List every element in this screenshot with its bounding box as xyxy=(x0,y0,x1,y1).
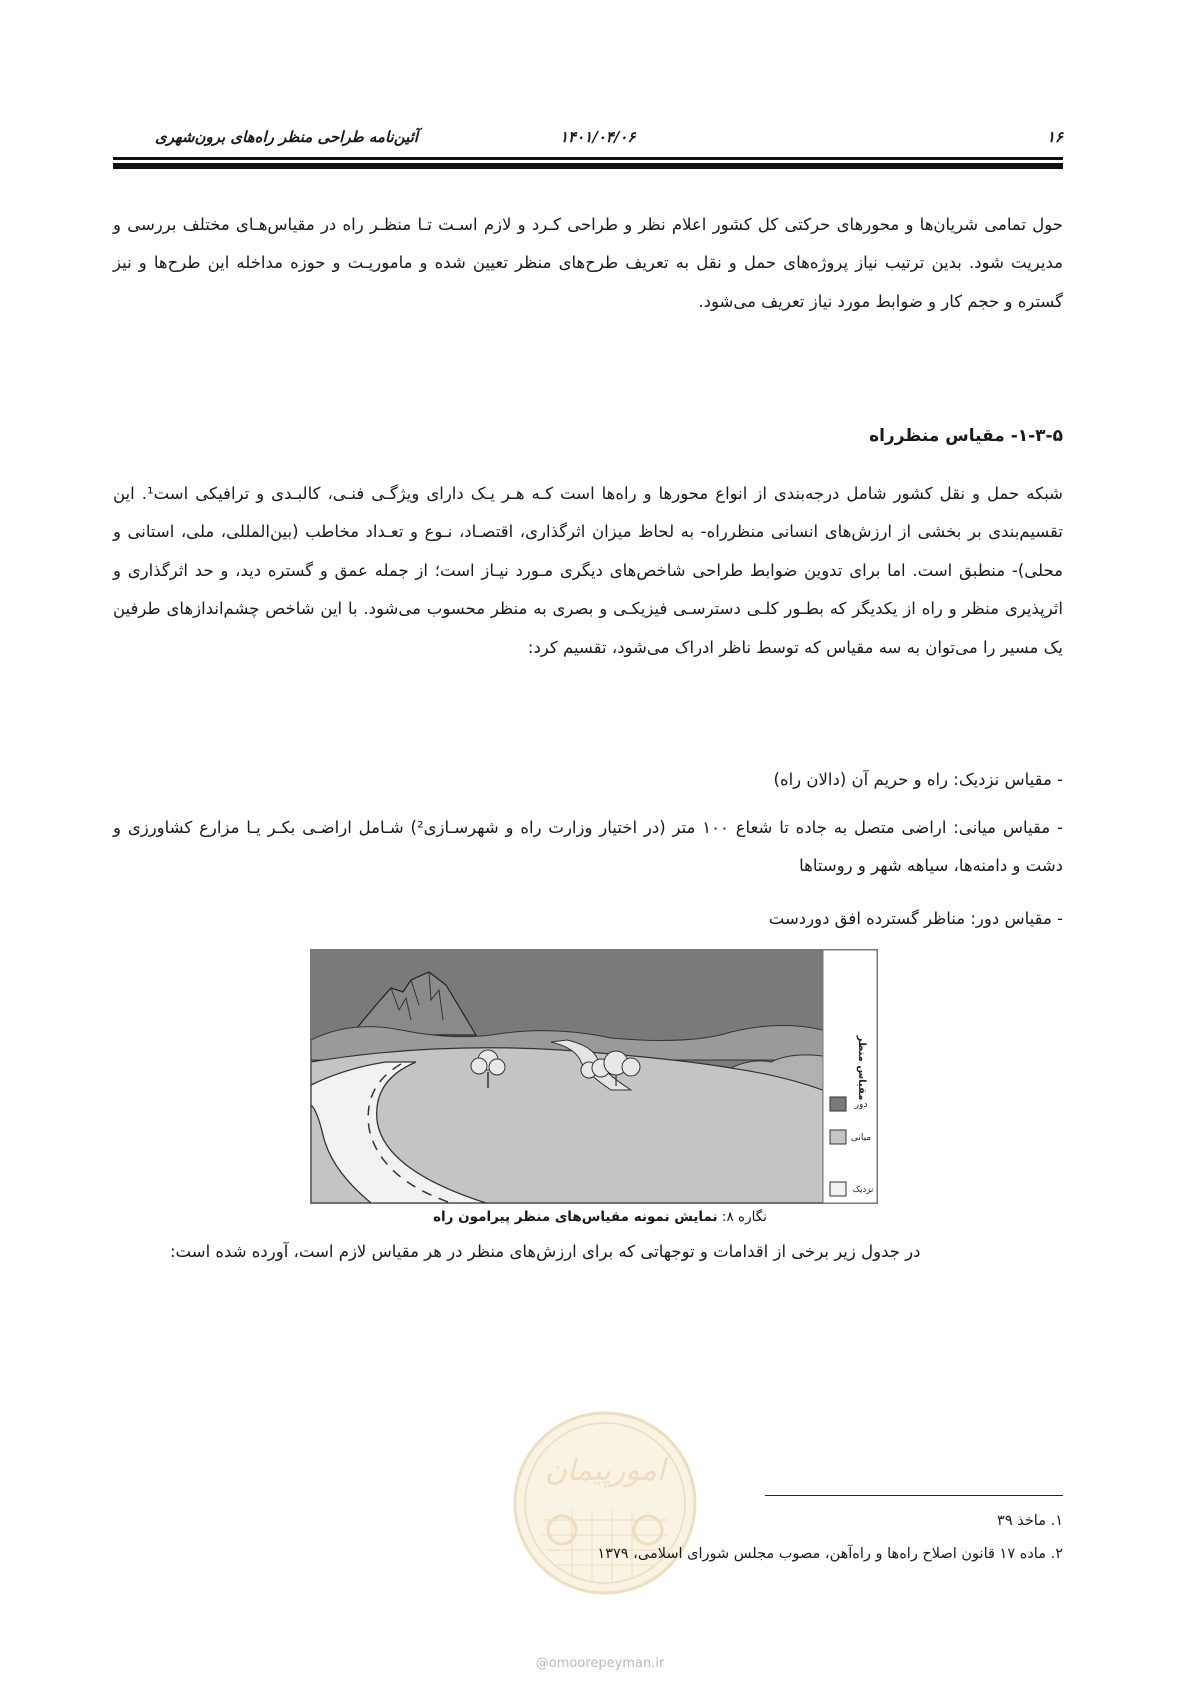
legend-swatch-middle xyxy=(830,1130,846,1144)
section-heading: ۱-۳-۵- مقیاس منظرراه xyxy=(869,426,1063,446)
legend-label-near: نزدیک xyxy=(852,1185,874,1195)
header-doc-title: آئین‌نامه طراحی منظر راه‌های برون‌شهری xyxy=(155,128,418,146)
table-intro: در جدول زیر برخی از اقدامات و توجهاتی که برای ارزش‌های منظر در هر مقیاس لازم است، آورده شده است: xyxy=(170,1242,921,1261)
caption-title: نمایش نمونه مقیاس‌های منظر پیرامون راه xyxy=(433,1209,718,1225)
legend-label-middle: میانی xyxy=(850,1133,872,1143)
watermark-logo-text: امورپیمان xyxy=(544,1453,666,1488)
bullet-near-scale: - مقیاس نزدیک: راه و حریم آن (دالان راه) xyxy=(773,770,1063,789)
legend-swatch-near xyxy=(830,1182,846,1196)
landscape-illustration xyxy=(311,950,877,1203)
landscape-scale-figure xyxy=(310,949,878,1204)
footnote-1: ۱. ماخذ ۳۹ xyxy=(997,1513,1063,1529)
bullet-middle-scale: - مقیاس میانی: اراضی متصل به جاده تا شعاع ۱۰۰ متر (در اختیار وزارت راه و شهرسـازی²) شـامل اراضـی بکـر یـا مزارع کشاورزی و دشت و دامنه‌ها، سیاهه شهر و روستاها xyxy=(113,818,1063,876)
legend-title: مقیاس منظر xyxy=(856,1035,867,1101)
intro-paragraph: حول تمامی شریان‌ها و محورهای حرکتی کل کشور اعلام نظر و طراحی کـرد و لازم اسـت تـا منظـر راه در مقیاس‌هـای مختلف بررسی و مدیریت شود. بدین ترتیب نیاز پروژه‌های حمل و نقل به تعریف طرح‌های منظر تعیین شده و ماموریـت و حوزه مداخله این طرح‌ها و نیز گستره و حجم کار و ضوابط مورد نیاز تعریف می‌شود. xyxy=(113,215,1063,311)
footnote-rule xyxy=(765,1495,1063,1496)
figure-caption xyxy=(300,1209,900,1225)
header-rule-thick xyxy=(113,163,1063,169)
header-rule-thin xyxy=(113,157,1063,160)
bullet-far-scale: - مقیاس دور: مناظر گسترده افق دوردست xyxy=(768,909,1063,928)
legend-swatch-far xyxy=(830,1097,846,1111)
footnote-2: ۲. ماده ۱۷ قانون اصلاح راه‌ها و راه‌آهن، مصوب مجلس شورای اسلامی، ۱۳۷۹ xyxy=(597,1546,1063,1562)
omoorepeyman-watermark-logo xyxy=(512,1410,698,1596)
watermark-url: @omoorepeyman.ir xyxy=(535,1656,665,1671)
caption-prefix: نگاره ۸: xyxy=(717,1209,767,1225)
section-paragraph: شبکه حمل و نقل کشور شامل درجه‌بندی از انواع محورها و راه‌ها است کـه هـر یـک دارای ویژگـی فنـی، کالبـدی و ترافیکی است¹. این تقسیم‌بندی بر بخشی از ارزش‌های انسانی منظرراه- به لحاظ میزان اثرگذاری، اقتصـاد، نـوع و تعـداد مخاطب (بین‌المللی، ملی، استانی و محلی)- منطبق است. اما برای تدوین ضوابط طراحی شاخص‌های دیگری مـورد نیـاز است؛ از جمله عمق و گستره دید، و حد اثرگذاری و اثرپذیری منظر و راه از یکدیگر که بطـور کلـی دسترسـی فیزیکـی و بصری به منظر محسوب می‌شود. با این شاخص چشم‌اندازهای طرفین یک مسیر را می‌توان به سه مقیاس که توسط ناظر ادراک می‌شود، تقسیم کرد: xyxy=(113,484,1063,657)
legend-label-far: دور xyxy=(854,1100,868,1110)
page-number: ۱۶ xyxy=(1046,128,1063,146)
header-date: ۱۴۰۱/۰۴/۰۶ xyxy=(560,128,636,146)
